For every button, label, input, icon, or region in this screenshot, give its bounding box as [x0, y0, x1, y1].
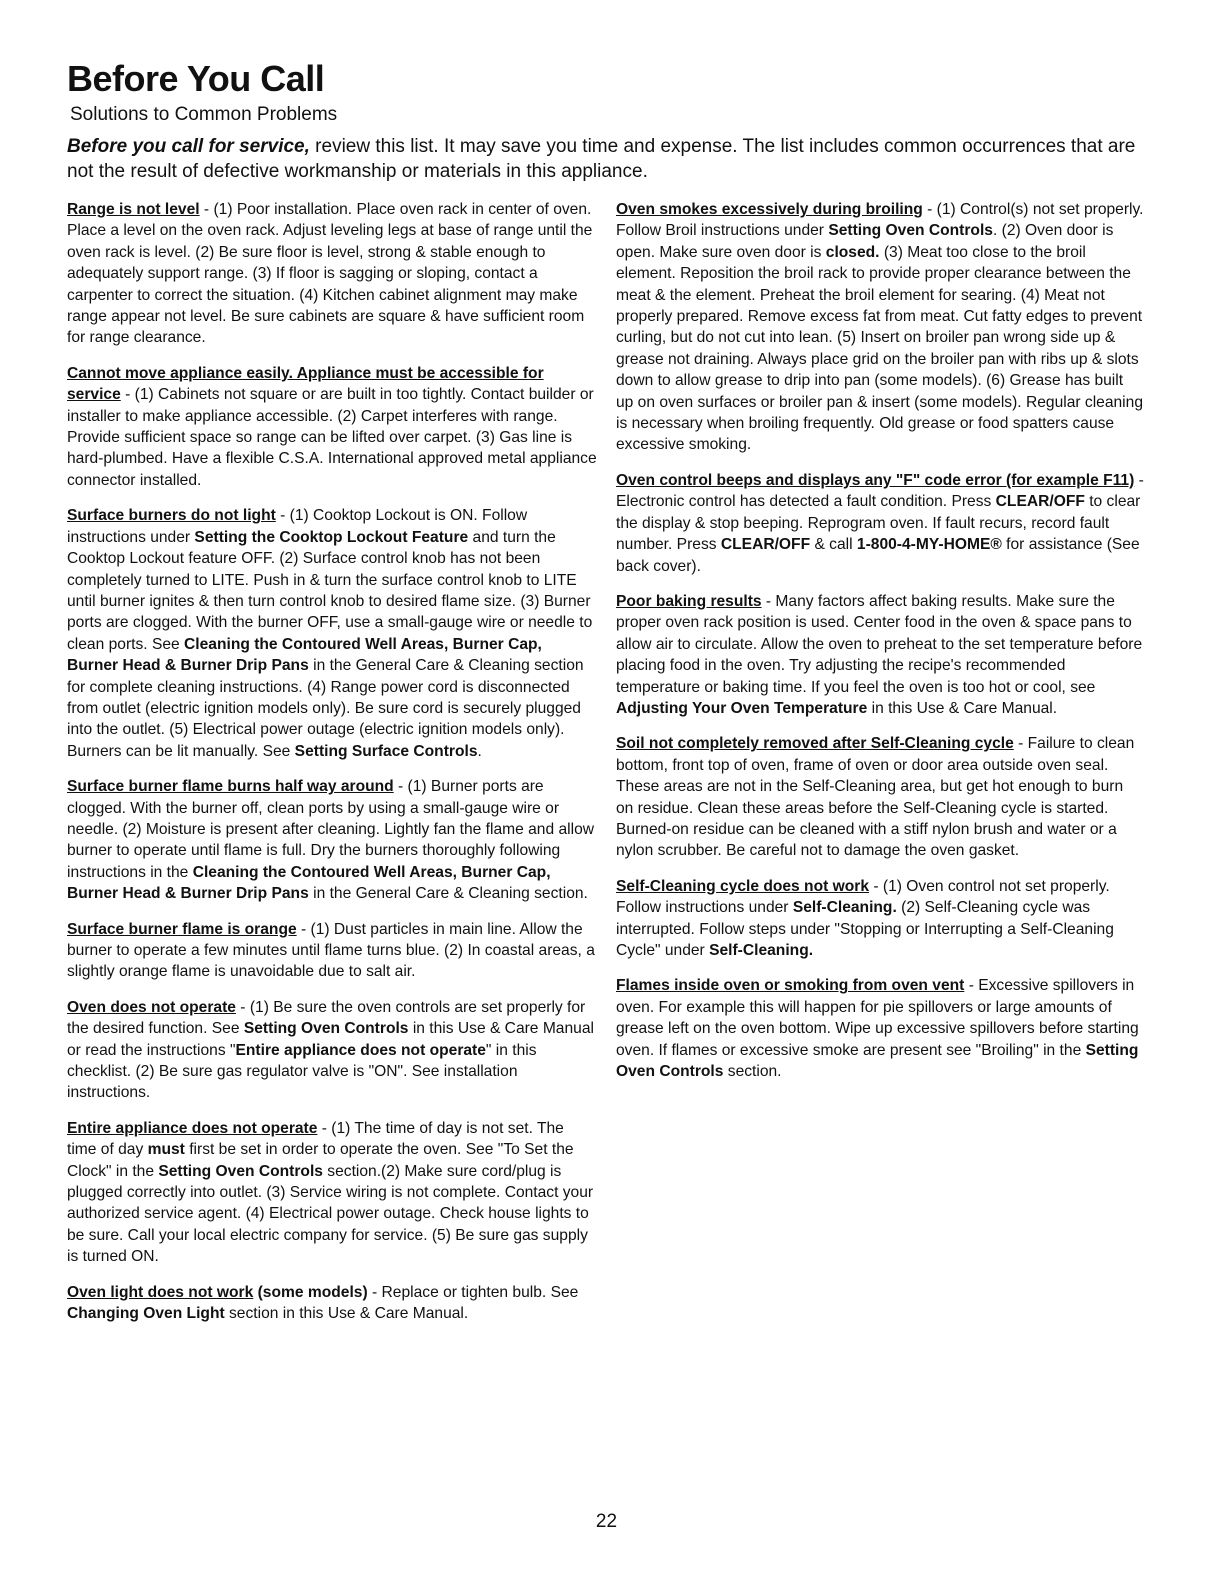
troubleshooting-entry-soil-not-completely-removed-after-self-cleaning- [616, 733, 1144, 861]
solution-text: - Replace or tighten bulb. See [367, 1283, 579, 1301]
problem-heading: Oven control beeps and displays any "F" code error (for example F11) [616, 471, 1135, 489]
solution-text: (2) Self-Cleaning cycle was interrupted. Follow steps under "Stopping or Interrupting a Self-Cleaning Cycle" under [616, 899, 1114, 959]
solution-text: - Many factors affect baking results. Make sure the proper oven rack position is used. Center food in the oven & space pans to allow air to circulate. Allow the oven to preheat to the set temperature before placing food in the oven. Try adjusting the recipe's recommended temperature or baking time. If you feel the oven is too hot or cool, see [616, 592, 1143, 696]
bold-reference: Self-Cleaning. [709, 942, 814, 959]
bold-reference: Cleaning the Contoured Well Areas, Burner Cap, Burner Head & Burner Drip Pans [67, 635, 542, 675]
bold-reference: Setting Oven Controls [616, 1041, 1139, 1081]
troubleshooting-entry-oven-does-not-operate [67, 997, 597, 1104]
solution-text: - (1) Oven control not set properly. Follow instructions under [616, 877, 1110, 917]
problem-heading: Poor baking results [616, 592, 762, 610]
troubleshooting-entry-oven-control-beeps-and-displays-any-f-code-error [616, 470, 1144, 577]
bold-reference: Adjusting Your Oven Temperature [616, 699, 868, 717]
left-column [67, 199, 597, 1339]
solution-text: in the General Care & Cleaning section for complete cleaning instructions. (4) Range power cord is disconnected from outlet (electric ignition models only). Be sure cord is securely plugged into the outlet. (5) Electrical power outage (electric ignition models only). Burners can be lit manually. See [67, 657, 584, 760]
page-title: Before You Call [67, 58, 325, 99]
troubleshooting-entry-oven-light-does-not-work [67, 1282, 597, 1325]
solution-text: . (2) Oven door is open. Make sure oven door is [616, 222, 1114, 261]
bold-reference: CLEAR/OFF [995, 493, 1085, 511]
problem-heading: Cannot move appliance easily. Appliance must be accessible for service [67, 364, 544, 404]
bold-reference: Entire appliance does not operate [235, 1041, 486, 1059]
intro-lead: Before you call for service, [67, 136, 310, 157]
troubleshooting-entry-surface-burner-flame-burns-half-way-around [67, 776, 597, 904]
troubleshooting-entry-surface-burners-do-not-light [67, 505, 597, 762]
problem-heading: Self-Cleaning cycle does not work [616, 877, 870, 895]
intro-paragraph [67, 134, 1157, 184]
solution-text: in this Use & Care Manual. [867, 699, 1058, 717]
solution-text: in this Use & Care Manual or read the instructions " [67, 1020, 594, 1059]
solution-text: in the General Care & Cleaning section. [308, 885, 588, 903]
solution-text: - (1) Cabinets not square or are built in too tightly. Contact builder or installer to make appliance accessible. (2) Carpet interferes with range. Provide sufficient space so range can be lifted over carpet. (3) Gas line is hard-plumbed. Have a flexible C.S.A. International approved metal appliance connector installed. [67, 386, 597, 489]
bold-reference: 1-800-4-MY-HOME® [856, 536, 1002, 554]
problem-heading: Surface burners do not light [67, 507, 276, 525]
solution-text: section. [723, 1063, 782, 1081]
solution-text: and turn the Cooktop Lockout feature OFF. (2) Surface control knob has not been completely turned to LITE. Push in & turn the surface control knob to LITE until burner ignites & then turn control knob to desired flame size. (3) Burner ports are clogged. With the burner OFF, use a small-gauge wire or needle to clean ports. See [67, 528, 593, 653]
troubleshooting-entry-entire-appliance-does-not-operate [67, 1118, 597, 1268]
bold-reference: Cleaning the Contoured Well Areas, Burner Cap, Burner Head & Burner Drip Pans [67, 863, 551, 903]
troubleshooting-entry-surface-burner-flame-is-orange [67, 919, 597, 983]
bold-reference: must [147, 1141, 185, 1159]
problem-heading: Oven light does not work [67, 1283, 254, 1301]
bold-reference: (some models) [253, 1283, 368, 1301]
bold-reference: Setting the Cooktop Lockout Feature [194, 528, 469, 546]
solution-text: - Excessive spillovers in oven. For example this will happen for pie spillovers or large amounts of grease left on the oven bottom. Wipe up excessive spillovers before starting oven. If flames or excessive smoke are present see "Broiling" in the [616, 977, 1139, 1059]
bold-reference: Setting Oven Controls [158, 1162, 323, 1180]
troubleshooting-entry-self-cleaning-cycle-does-not-work [616, 876, 1144, 962]
intro-text: review this list. It may save you time and expense. The list includes common occurrences that are not the result of defective workmanship or materials in this appliance. [67, 136, 1136, 182]
page-number: 22 [595, 1511, 618, 1532]
problem-heading: Oven does not operate [67, 998, 236, 1016]
solution-text: - (1) Control(s) not set properly. Follow Broil instructions under [616, 201, 1144, 240]
solution-text: - Electronic control has detected a fault condition. Press [616, 471, 1144, 511]
bold-reference: Setting Surface Controls [294, 742, 478, 760]
troubleshooting-entry-poor-baking-results [616, 591, 1144, 719]
bold-reference: Setting Oven Controls [243, 1020, 409, 1038]
bold-reference: Self-Cleaning. [792, 899, 897, 917]
solution-text: first be set in order to operate the oven. See "To Set the Clock" in the [67, 1141, 574, 1180]
solution-text: - Failure to clean bottom, front top of oven, frame of oven or door area outside oven seal. These areas are not in the Self-Cleaning area, but get hot enough to burn on residue. Clean these areas before the Self-Cleaning cycle is started. Burned-on residue can be cleaned with a stiff nylon brush and water or a nylon scrubber. Be careful not to damage the oven gasket. [616, 735, 1135, 860]
solution-text: - (1) Dust particles in main line. Allow the burner to operate a few minutes until flame turns blue. (2) In coastal areas, a slightly orange flame is unavoidable due to salt air. [67, 920, 595, 981]
bold-reference: Changing Oven Light [67, 1305, 225, 1323]
solution-text: - (1) Poor installation. Place oven rack in center of oven. Place a level on the oven rack. Adjust leveling legs at base of range until the oven rack is level. (2) Be sure floor is level, strong & stable enough to adequately support range. (3) If floor is sagging or sloping, contact a carpenter to correct the situation. (4) Kitchen cabinet alignment may make range appear not level. Be sure cabinets are square & have sufficient room for range clearance. [67, 201, 593, 347]
right-column [616, 199, 1144, 1096]
bold-reference: Setting Oven Controls [828, 222, 993, 240]
solution-text: - (1) The time of day is not set. The time of day [67, 1119, 564, 1159]
page-subtitle: Solutions to Common Problems [70, 104, 338, 125]
problem-heading: Range is not level [67, 201, 200, 218]
solution-text: for assistance (See back cover). [616, 536, 1140, 575]
problem-heading: Soil not completely removed after Self-Cleaning cycle [616, 735, 1014, 753]
bold-reference: closed. [825, 243, 880, 261]
bold-reference: CLEAR/OFF [720, 536, 811, 554]
troubleshooting-entry-oven-smokes-excessively-during-broiling [616, 199, 1144, 456]
solution-text: - (1) Cooktop Lockout is ON. Follow instructions under [67, 507, 528, 546]
solution-text: - (1) Burner ports are clogged. With the burner off, clean ports by using a small-gauge wire or needle. (2) Moisture is present after cleaning. Lightly fan the flame and allow burner to operate until flame is full. Dry the burners thoroughly following instructions in the [67, 778, 595, 881]
solution-text: to clear the display & stop beeping. Reprogram oven. If fault recurs, record fault number. Press [616, 493, 1141, 554]
problem-heading: Entire appliance does not operate [67, 1119, 318, 1137]
solution-text: . [477, 742, 482, 760]
problem-heading: Oven smokes excessively during broiling [616, 201, 923, 218]
solution-text: section.(2) Make sure cord/plug is plugged correctly into outlet. (3) Service wiring is not complete. Contact your authorized service agent. (4) Electrical power outage. Check house lights to be sure. Call your local electric company for service. (5) Be sure gas supply is turned ON. [67, 1162, 594, 1266]
solution-text: - (1) Be sure the oven controls are set properly for the desired function. See [67, 998, 586, 1038]
troubleshooting-entry-flames-inside-oven-or-smoking-from-oven-vent [616, 975, 1144, 1082]
solution-text: " in this checklist. (2) Be sure gas regulator valve is "ON". See installation instructions. [67, 1041, 537, 1102]
problem-heading: Surface burner flame is orange [67, 920, 297, 938]
solution-text: & call [810, 536, 857, 554]
problem-heading: Surface burner flame burns half way around [67, 778, 394, 796]
troubleshooting-entry-range-is-not-level [67, 199, 597, 349]
problem-heading: Flames inside oven or smoking from oven vent [616, 977, 965, 995]
solution-text: (3) Meat too close to the broil element. Reposition the broil rack to provide proper clearance between the meat & the element. Preheat the broil element for searing. (4) Meat not properly prepared. Remove excess fat from meat. Cut fatty edges to prevent curling, but do not cut into lean. (5) Insert on broiler pan wrong side up & grease not draining. Always place grid on the broiler pan with ribs up & slots down to allow grease to drip into pan (some models). (6) Grease has built up on oven surfaces or broiler pan & insert (some models). Regular cleaning is necessary when broiling frequently. Old grease or food spatters cause excessive smoking. [616, 243, 1143, 454]
solution-text: section in this Use & Care Manual. [224, 1305, 469, 1323]
troubleshooting-entry-cannot-move-appliance-easily-appliance-must-be-a [67, 363, 597, 491]
